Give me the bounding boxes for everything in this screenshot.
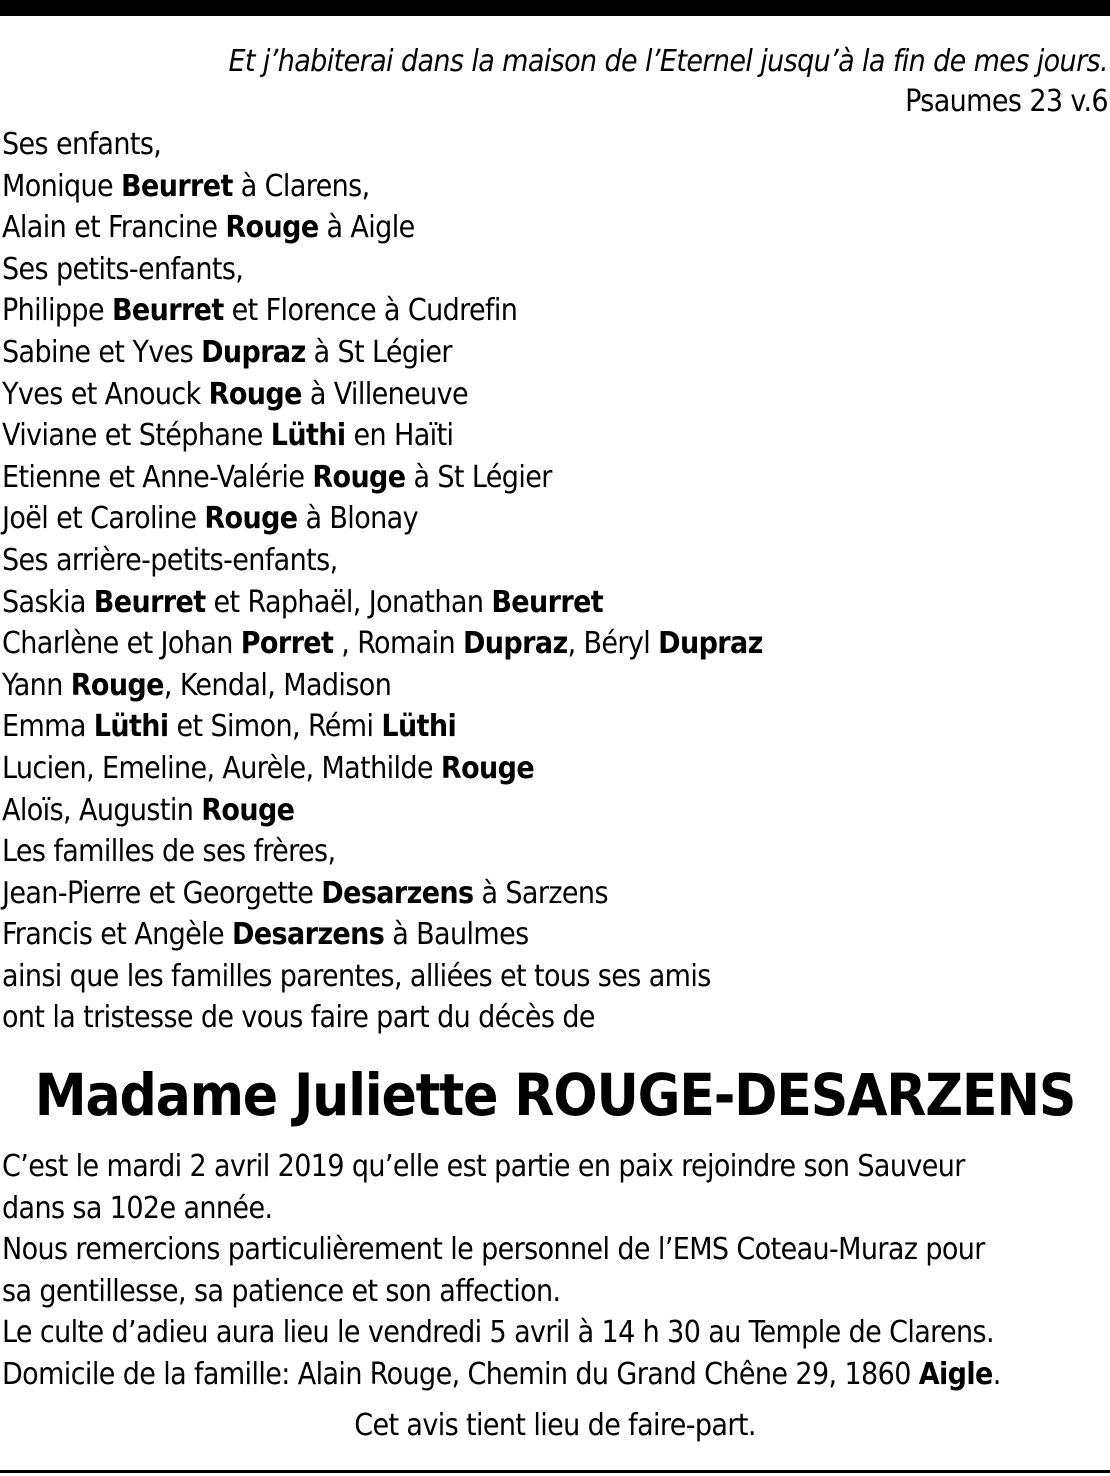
family_lines-line [2,790,763,832]
family_lines-line [2,415,763,457]
surname: Rouge [70,667,164,703]
text-segment: Ses petits-enfants, [2,251,244,287]
surname: Rouge [225,210,319,246]
closing-lines [2,1146,1108,1395]
closing_lines-line [2,1229,1108,1271]
text-segment: Monique [2,168,122,204]
text-segment: et Raphaël, Jonathan [205,584,492,620]
text-segment: à St Légier [405,459,552,495]
epigraph-reference: Psaumes 23 v.6 [905,84,1108,119]
surname: Lüthi [270,418,346,454]
text-segment: Lucien, Emeline, Aurèle, Mathilde [2,750,441,786]
family-list [2,124,763,1039]
text-segment: , Romain [333,626,463,662]
text-segment: Sabine et Yves [2,334,202,370]
text-segment: et Florence à Cudrefin [223,293,518,329]
text-segment: Yves et Anouck [2,376,209,412]
text-segment: Jean-Pierre et Georgette [2,875,322,911]
closing_lines-line [2,1354,1108,1396]
family_lines-line [2,332,763,374]
text-segment: à Baulmes [384,917,529,953]
text-segment: Emma [2,709,94,745]
text-segment: . [992,1356,1001,1392]
text-segment: Joël et Caroline [2,501,205,537]
epigraph [228,42,1108,122]
surname: Beurret [111,293,224,329]
text-segment: Philippe [2,293,112,329]
closing_lines-line [2,1312,1108,1354]
text-segment: Alain et Francine [2,210,226,246]
surname: Rouge [201,792,295,828]
text-segment: Domicile de la famille: Alain Rouge, Chemin du Grand Chêne 29, 1860 [2,1356,919,1392]
closing_lines-line [2,1146,1108,1188]
text-segment: Viviane et Stéphane [2,418,271,454]
surname: Dupraz [201,334,306,370]
family_lines-line [2,540,763,582]
surname: Lüthi [93,709,169,745]
surname: Beurret [93,584,206,620]
family_lines-line [2,997,763,1039]
text-segment: Nous remercions particulièrement le personnel de l’EMS Coteau-Muraz pour [2,1232,985,1267]
surname: Desarzens [321,875,474,911]
text-segment: Ses arrière-petits-enfants, [2,542,338,578]
top-border-rule [0,0,1110,16]
surname: Lüthi [381,709,457,745]
surname: Dupraz [658,626,763,662]
text-segment: Les familles de ses frères, [2,834,336,870]
text-segment: Charlène et Johan [2,626,241,662]
deceased-name: Madame Juliette ROUGE-DESARZENS [34,1061,1076,1129]
family_lines-line [2,873,763,915]
family_lines-line [2,290,763,332]
family_lines-line [2,914,763,956]
family_lines-line [2,582,763,624]
family_lines-line [2,374,763,416]
text-segment: Saskia [2,584,94,620]
text-segment: sa gentillesse, sa patience et son affection. [2,1273,561,1309]
text-segment: , Béryl [567,626,659,662]
final-note: Cet avis tient lieu de faire-part. [354,1408,756,1443]
closing_lines-line [2,1271,1108,1313]
family_lines-line [2,831,763,873]
family_lines-line [2,124,763,166]
bottom-border-rule [0,1470,1110,1473]
surname: Beurret [491,584,604,620]
closing_lines-line [2,1188,1108,1230]
text-segment: C’est le mardi 2 avril 2019 qu’elle est partie en paix rejoindre son Sauveur [2,1149,965,1184]
text-segment: à Villeneuve [301,376,469,412]
surname: Rouge [204,501,298,537]
text-segment: à Clarens, [232,168,370,204]
family_lines-line [2,623,763,665]
family_lines-line [2,748,763,790]
family_lines-line [2,665,763,707]
family_lines-line [2,956,763,998]
epigraph-verse: Et j’habiterai dans la maison de l’Eternel jusqu’à la fin de mes jours. [228,44,1108,79]
text-segment: à Sarzens [473,875,608,911]
text-segment: à Blonay [297,501,418,537]
text-segment: Etienne et Anne-Valérie [2,459,313,495]
family_lines-line [2,249,763,291]
family_lines-line [2,457,763,499]
family_lines-line [2,166,763,208]
surname: Dupraz [462,626,568,662]
surname: Aigle [918,1356,993,1392]
closing-text [2,1146,1108,1447]
surname: Rouge [440,750,535,786]
text-segment: ainsi que les familles parentes, alliées et tous ses amis [2,958,711,994]
text-segment: Yann [2,667,71,703]
text-segment: et Simon, Rémi [168,709,382,745]
surname: Beurret [121,168,233,204]
surname: Porret [240,626,334,662]
text-segment: Francis et Angèle [2,917,233,953]
text-segment: Ses enfants, [2,127,162,162]
text-segment: à St Légier [305,334,452,370]
surname: Rouge [312,459,406,495]
text-segment: à Aigle [318,210,415,246]
text-segment: Le culte d’adieu aura lieu le vendredi 5 avril à 14 h 30 au Temple de Clarens. [2,1315,994,1350]
surname: Desarzens [232,917,385,953]
family_lines-line [2,706,763,748]
text-segment: Aloïs, Augustin [2,792,202,828]
family_lines-line [2,498,763,540]
text-segment: ont la tristesse de vous faire part du décès de [2,1000,595,1036]
family_lines-line [2,207,763,249]
text-segment: , Kendal, Madison [163,667,392,703]
text-segment: en Haïti [345,418,454,454]
surname: Rouge [208,376,302,412]
text-segment: dans sa 102e année. [2,1190,273,1226]
